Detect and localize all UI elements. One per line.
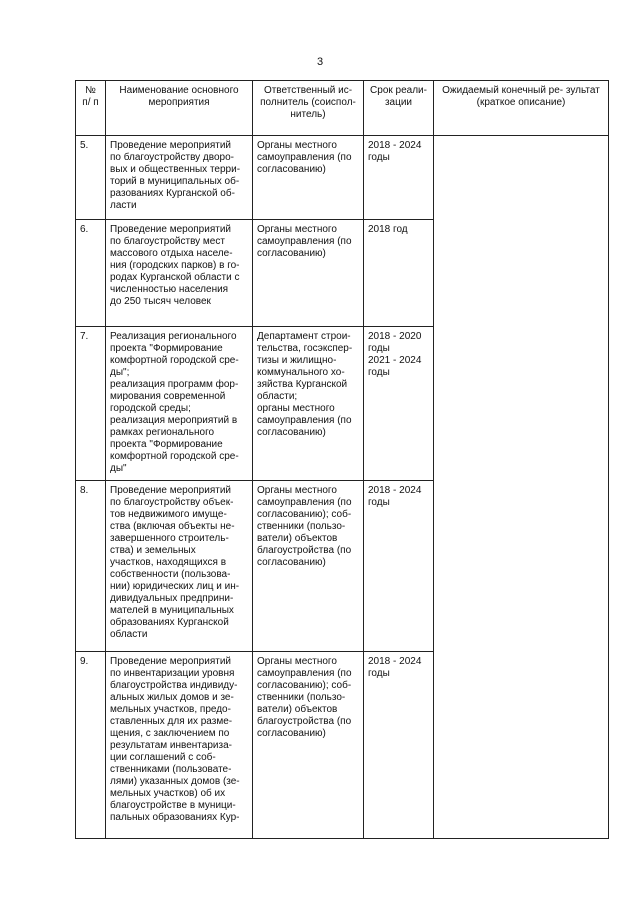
row-number: 5. <box>76 136 106 220</box>
table-row <box>76 136 609 220</box>
row-term: 2018 - 2024 годы <box>364 136 434 220</box>
row-term: 2018 - 2024 годы <box>364 652 434 839</box>
row-activity-name: Проведение мероприятий по благоустройству дворо- вых и общественных терри- торий в муниципальных об- разованиях Курганской об- ласти <box>106 136 253 220</box>
header-term: Срок реали- зации <box>364 81 434 136</box>
header-expected-result: Ожидаемый конечный ре- зультат (краткое описание) <box>434 81 609 136</box>
row-executor: Органы местного самоуправления (по согласованию); соб- ственники (пользо- ватели) объектов благоустройства (по согласованию) <box>253 652 364 839</box>
row-activity-name: Проведение мероприятий по благоустройству мест массового отдыха населе- ния (городских парков) в го- родах Курганской области с численностью населения до 250 тысяч человек <box>106 220 253 327</box>
row-number: 7. <box>76 327 106 481</box>
row-term: 2018 - 2024 годы <box>364 481 434 652</box>
row-term: 2018 год <box>364 220 434 327</box>
row-activity-name: Проведение мероприятий по благоустройству объек- тов недвижимого имуще- ства (включая объекты не- завершенного строитель- ства) и земельных участков, находящихся в собственности (пользова- нии) юридических лиц и ин- дивидуальных предприни- мателей в муниципальных образованиях Курганской области <box>106 481 253 652</box>
table-header-row <box>76 81 609 136</box>
row-executor: Органы местного самоуправления (по согласованию) <box>253 136 364 220</box>
activities-table <box>75 80 609 839</box>
row-executor: Департамент строи- тельства, госэкспер- тизы и жилищно- коммунального хо- зяйства Курганской области; органы местного самоуправления (по согласованию) <box>253 327 364 481</box>
row-executor: Органы местного самоуправления (по согласованию); соб- ственники (пользо- ватели) объектов благоустройства (по согласованию) <box>253 481 364 652</box>
header-activity-name: Наименование основного мероприятия <box>106 81 253 136</box>
header-executor: Ответственный ис- полнитель (соиспол- нитель) <box>253 81 364 136</box>
expected-result-cell <box>434 136 609 839</box>
header-number: № п/ п <box>76 81 106 136</box>
row-number: 8. <box>76 481 106 652</box>
row-term: 2018 - 2020 годы 2021 - 2024 годы <box>364 327 434 481</box>
row-number: 9. <box>76 652 106 839</box>
row-number: 6. <box>76 220 106 327</box>
page-number: 3 <box>316 56 324 68</box>
row-activity-name: Реализация регионального проекта "Формирование комфортной городской сре- ды"; реализация программ фор- мирования современной городской среды; реализация мероприятий в рамках регионального проекта "Формирование комфортной городской сре- ды" <box>106 327 253 481</box>
row-activity-name: Проведение мероприятий по инвентаризации уровня благоустройства индивиду- альных жилых домов и зе- мельных участков, предо- ставленных для их разме- щения, с заключением по результатам инвентаризa- ции соглашений с соб- ственниками (пользовате- лями) указанных домов (зе- мельных участков) об их благоустройстве в муници- пальных образованиях Кур- <box>106 652 253 839</box>
row-executor: Органы местного самоуправления (по согласованию) <box>253 220 364 327</box>
